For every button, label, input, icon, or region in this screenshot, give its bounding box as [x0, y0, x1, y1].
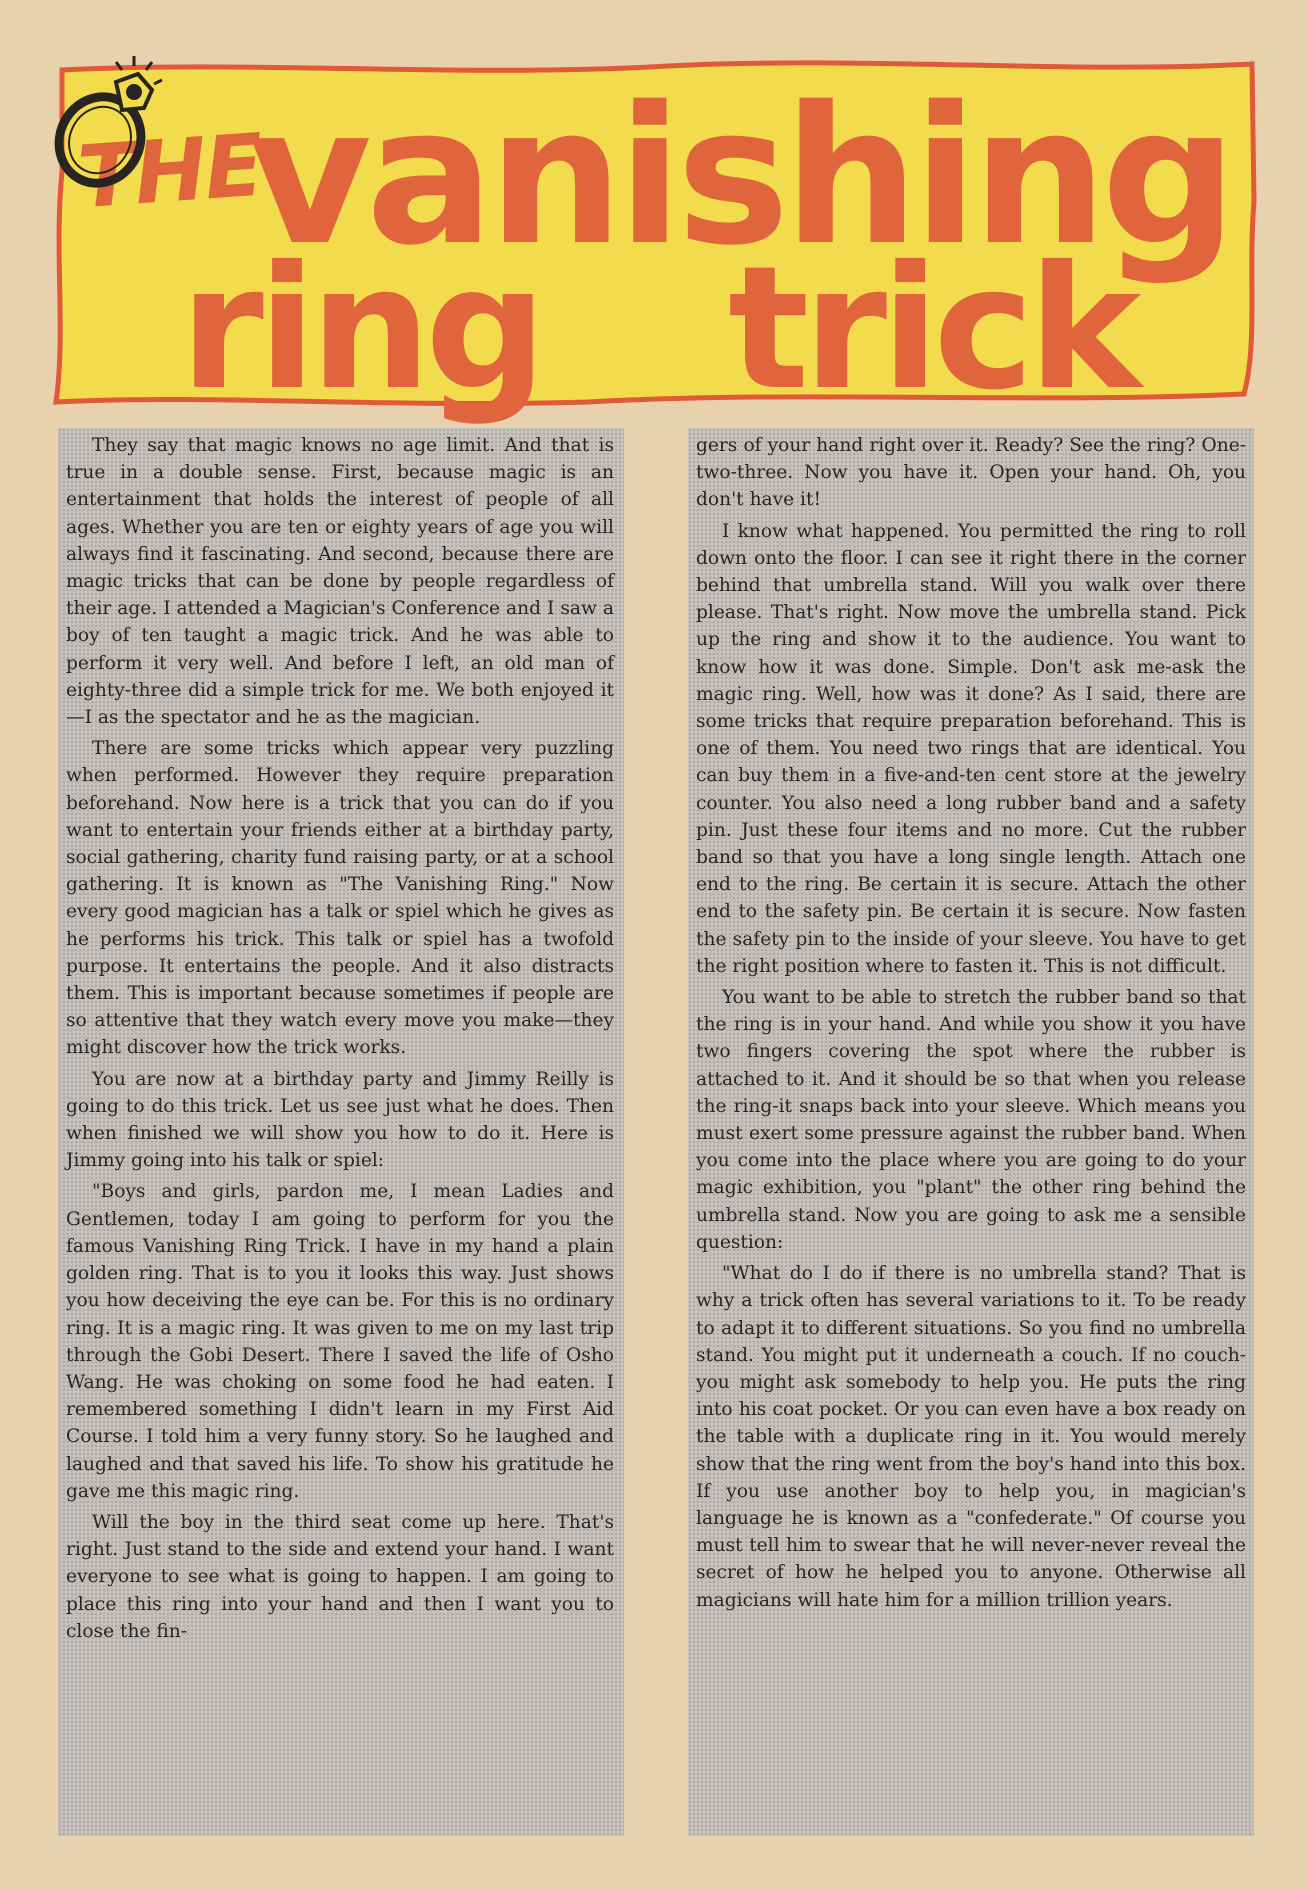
paragraph: "What do I do if there is no umbrella stand? That is why a trick often has several variations to it. To be ready to adapt it to different situations. So you find no umbrella stand. You might put it underneath a couch. If no couch-you might ask somebody to help you. He puts the ring into his coat pocket. Or you can even have a box ready on the table with a duplicate ring in it. You would merely show that the ring went from the boy's hand into this box. If you use another boy to help you, in magician's language he is known as a "confederate." Of course you must tell him to swear that he will never-never reveal the secret of how he helped you to anyone. Otherwise all magicians will hate him for a million trillion years. [696, 1263, 1246, 1611]
left-column [66, 432, 614, 1649]
paragraph: You are now at a birthday party and Jimmy Reilly is going to do this trick. Let us see just what he does. Then when finished we will show you how to do it. Here is Jimmy going into his talk or spiel: [66, 1068, 614, 1172]
ring-icon [48, 52, 168, 192]
title-the: THE [74, 115, 265, 229]
title-vanishing: vanishing [248, 66, 1232, 287]
title-ring: ring [180, 230, 541, 428]
paragraph: You want to be able to stretch the rubber band so that the ring is in your hand. And while you show it you have two fingers covering the spot where the rubber is attached to it. And it should be so that when you release the ring-it snaps back into your sleeve. Which means you must exert some pressure against the rubber band. When you come into the place where you are going to do your magic exhibition, you "plant" the other ring behind the umbrella stand. Now you are going to ask me a sensible question: [696, 987, 1246, 1253]
paragraph: Will the boy in the third seat come up here. That's right. Just stand to the side and extend your hand. I want everyone to see what is going to happen. I am going to place this ring into your hand and then I want you to close the fin- [66, 1511, 614, 1642]
paragraph: There are some tricks which appear very puzzling when performed. However they require preparation beforehand. Now here is a trick that you can do if you want to entertain your friends either at a birthday party, social gathering, charity fund raising party, or at a school gathering. It is known as "The Vanishing Ring." Now every good magician has a talk or spiel which he gives as he performs his trick. This talk or spiel has a twofold purpose. It entertains the people. And it also distracts them. This is important because sometimes if people are so attentive that they watch every move you make—they might discover how the trick works. [66, 738, 614, 1059]
paragraph: gers of your hand right over it. Ready? See the ring? One-two-three. Now you have it. Open your hand. Oh, you don't have it! [696, 435, 1246, 511]
paragraph: They say that magic knows no age limit. And that is true in a double sense. First, because magic is an entertainment that holds the interest of people of all ages. Whether you are ten or eighty years of age you will always find it fascinating. And second, because there are magic tricks that can be done by people regardless of their age. I attended a Magician's Conference and I saw a boy of ten taught a magic trick. And he was able to perform it very well. And before I left, an old man of eighty-three did a simple trick for me. We both enjoyed it—I as the spectator and he as the magician. [66, 435, 614, 729]
paragraph: I know what happened. You permitted the ring to roll down onto the floor. I can see it right there in the corner behind that umbrella stand. Will you walk over there please. That's right. Now move the umbrella stand. Pick up the ring and show it to the audience. You want to know how it was done. Simple. Don't ask me-ask the magic ring. Well, how was it done? As I said, there are some tricks that require preparation beforehand. This is one of them. You need two rings that are identical. You can buy them in a five-and-ten cent store at the jewelry counter. You also need a long rubber band and a safety pin. Just these four items and no more. Cut the rubber band so that you have a long single length. Attach one end to the ring. Be certain it is secure. Attach the other end to the safety pin. Be certain it is secure. Now fasten the safety pin to the inside of your sleeve. You have to get the right position where to fasten it. This is not difficult. [696, 520, 1246, 977]
paragraph: "Boys and girls, pardon me, I mean Ladies and Gentlemen, today I am going to perform for you the famous Vanishing Ring Trick. I have in my hand a plain golden ring. That is to you it looks this way. Just shows you how deceiving the eye can be. For this is no ordinary ring. It is a magic ring. It was given to me on my last trip through the Gobi Desert. There I saved the life of Osho Wang. He was choking on some food he had eaten. I remembered something I didn't learn in my First Aid Course. I told him a very funny story. So he laughed and laughed and that saved his life. To show his gratitude he gave me this magic ring. [66, 1181, 614, 1502]
right-column [696, 432, 1246, 1618]
title-trick: trick [728, 230, 1136, 428]
title-banner [48, 52, 1260, 428]
